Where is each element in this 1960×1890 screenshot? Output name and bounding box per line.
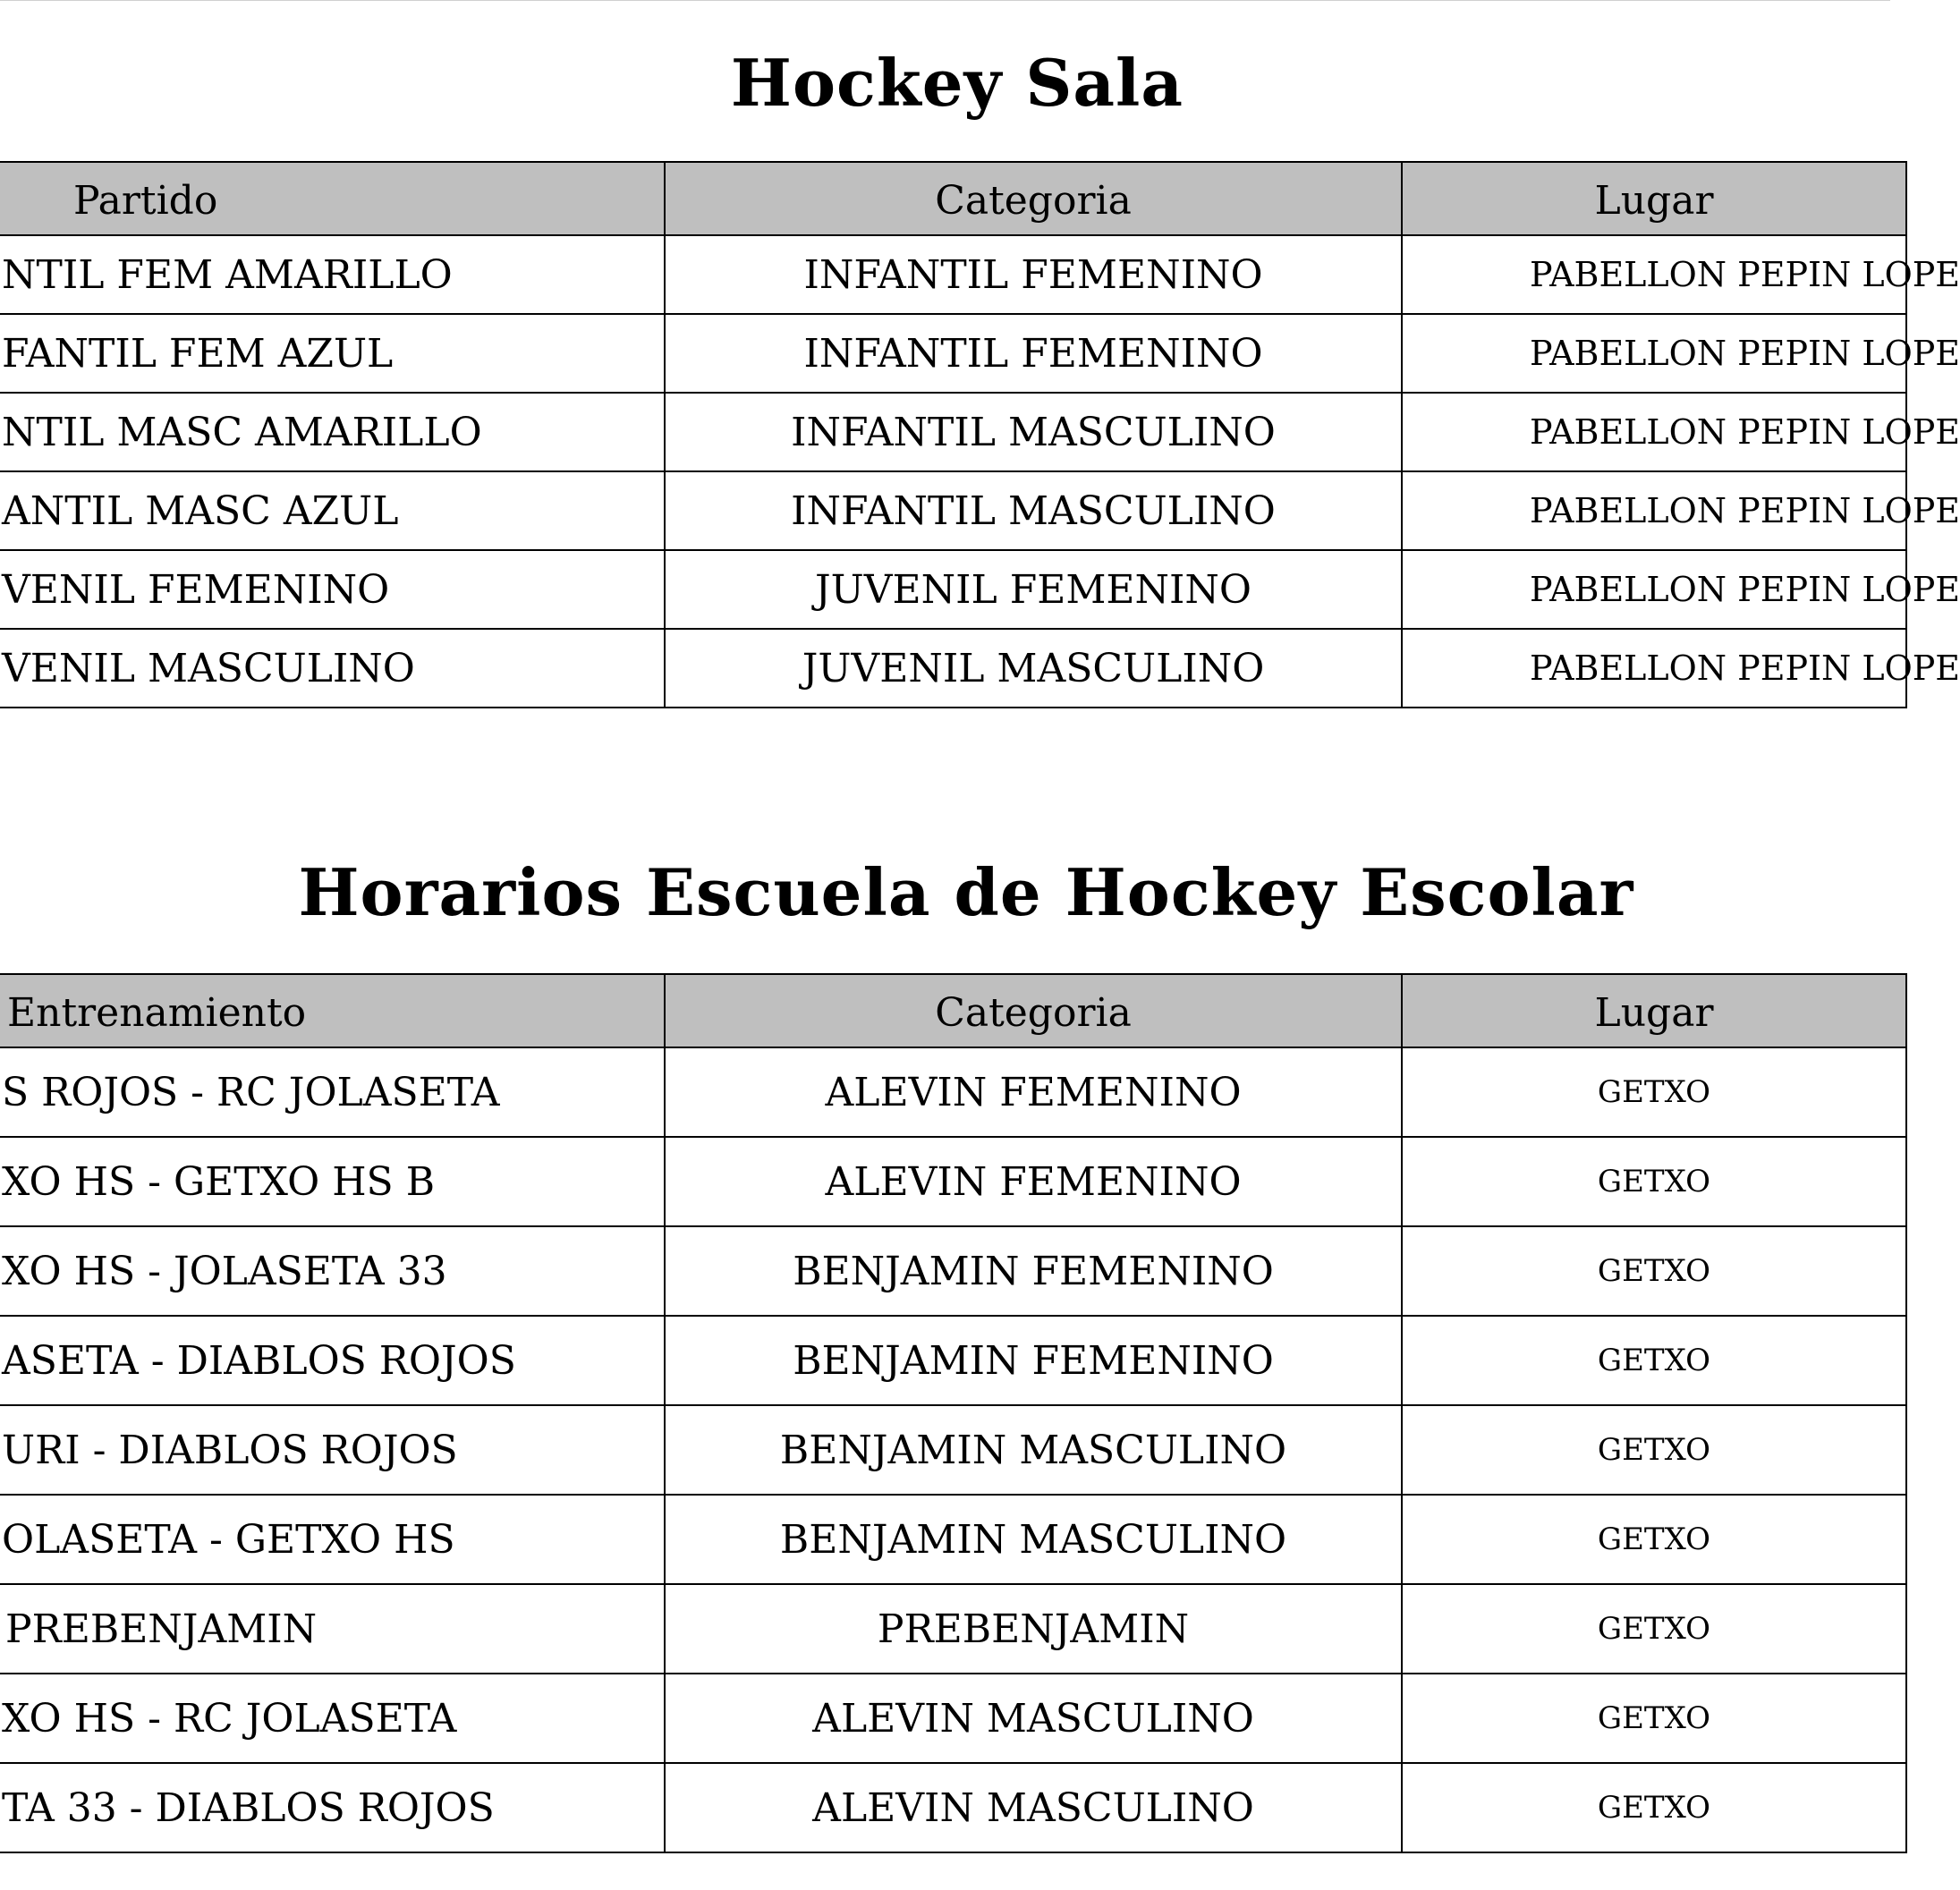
cell-category: ALEVIN FEMENINO (665, 1047, 1402, 1137)
cell-category: ALEVIN FEMENINO (665, 1137, 1402, 1226)
cell-category: INFANTIL FEMENINO (665, 235, 1402, 314)
cell-place: PABELLON PEPIN LOPE (1402, 471, 1906, 550)
table-row (0, 471, 1906, 550)
table-row (0, 1495, 1906, 1584)
column-header-partido: Partido (0, 162, 665, 235)
cell-match: XO HS - GETXO HS B (0, 1137, 665, 1226)
cell-category: BENJAMIN MASCULINO (665, 1405, 1402, 1495)
table-row (0, 1763, 1906, 1852)
table-row (0, 314, 1906, 393)
table-header-row (0, 162, 1906, 235)
cell-category: JUVENIL MASCULINO (665, 629, 1402, 708)
table-row (0, 393, 1906, 471)
cell-place: GETXO (1402, 1674, 1906, 1763)
cell-place: GETXO (1402, 1584, 1906, 1674)
table-row (0, 1405, 1906, 1495)
column-header-lugar: Lugar (1402, 162, 1906, 235)
cell-place: GETXO (1402, 1316, 1906, 1405)
cell-place: PABELLON PEPIN LOPE (1402, 629, 1906, 708)
cell-match: NTIL MASC AMARILLO (0, 393, 665, 471)
column-header-categoria: Categoria (665, 162, 1402, 235)
cell-place: GETXO (1402, 1226, 1906, 1316)
top-rule (0, 0, 1890, 1)
column-header-categoria: Categoria (665, 974, 1402, 1047)
cell-category: BENJAMIN FEMENINO (665, 1226, 1402, 1316)
cell-place: PABELLON PEPIN LOPE (1402, 393, 1906, 471)
table-header-row (0, 974, 1906, 1047)
table-row (0, 1137, 1906, 1226)
table-row (0, 235, 1906, 314)
table-row (0, 550, 1906, 629)
cell-category: PREBENJAMIN (665, 1584, 1402, 1674)
table-row (0, 1674, 1906, 1763)
cell-match: FANTIL FEM AZUL (0, 314, 665, 393)
cell-match: ANTIL MASC AZUL (0, 471, 665, 550)
cell-match: NTIL FEM AMARILLO (0, 235, 665, 314)
cell-match: XO HS - RC JOLASETA (0, 1674, 665, 1763)
table-row (0, 1316, 1906, 1405)
cell-place: GETXO (1402, 1047, 1906, 1137)
cell-match: S ROJOS - RC JOLASETA (0, 1047, 665, 1137)
cell-match: PREBENJAMIN (0, 1584, 665, 1674)
cell-match: XO HS - JOLASETA 33 (0, 1226, 665, 1316)
cell-category: JUVENIL FEMENINO (665, 550, 1402, 629)
table-row (0, 1584, 1906, 1674)
cell-place: GETXO (1402, 1495, 1906, 1584)
table-row (0, 1047, 1906, 1137)
column-header-lugar: Lugar (1402, 974, 1906, 1047)
section-title-escuela: Horarios Escuela de Hockey Escolar (298, 854, 1634, 930)
cell-place: GETXO (1402, 1137, 1906, 1226)
escuela-hockey-table (0, 973, 1907, 1853)
cell-place: GETXO (1402, 1405, 1906, 1495)
cell-category: ALEVIN MASCULINO (665, 1763, 1402, 1852)
cell-category: ALEVIN MASCULINO (665, 1674, 1402, 1763)
cell-category: INFANTIL MASCULINO (665, 393, 1402, 471)
cell-place: PABELLON PEPIN LOPE (1402, 235, 1906, 314)
hockey-sala-table (0, 161, 1960, 708)
section-title-hockey-sala: Hockey Sala (730, 45, 1184, 121)
cell-category: INFANTIL MASCULINO (665, 471, 1402, 550)
cell-category: INFANTIL FEMENINO (665, 314, 1402, 393)
table-row (0, 1226, 1906, 1316)
column-header-entrenamiento: Entrenamiento (0, 974, 665, 1047)
cell-place: PABELLON PEPIN LOPE (1402, 550, 1906, 629)
cell-category: BENJAMIN MASCULINO (665, 1495, 1402, 1584)
cell-match: VENIL FEMENINO (0, 550, 665, 629)
cell-match: TA 33 - DIABLOS ROJOS (0, 1763, 665, 1852)
cell-match: ASETA - DIABLOS ROJOS (0, 1316, 665, 1405)
cell-match: VENIL MASCULINO (0, 629, 665, 708)
cell-place: GETXO (1402, 1763, 1906, 1852)
cell-match: URI - DIABLOS ROJOS (0, 1405, 665, 1495)
table-row (0, 629, 1906, 708)
cell-category: BENJAMIN FEMENINO (665, 1316, 1402, 1405)
cell-match: OLASETA - GETXO HS (0, 1495, 665, 1584)
cell-place: PABELLON PEPIN LOPE (1402, 314, 1906, 393)
